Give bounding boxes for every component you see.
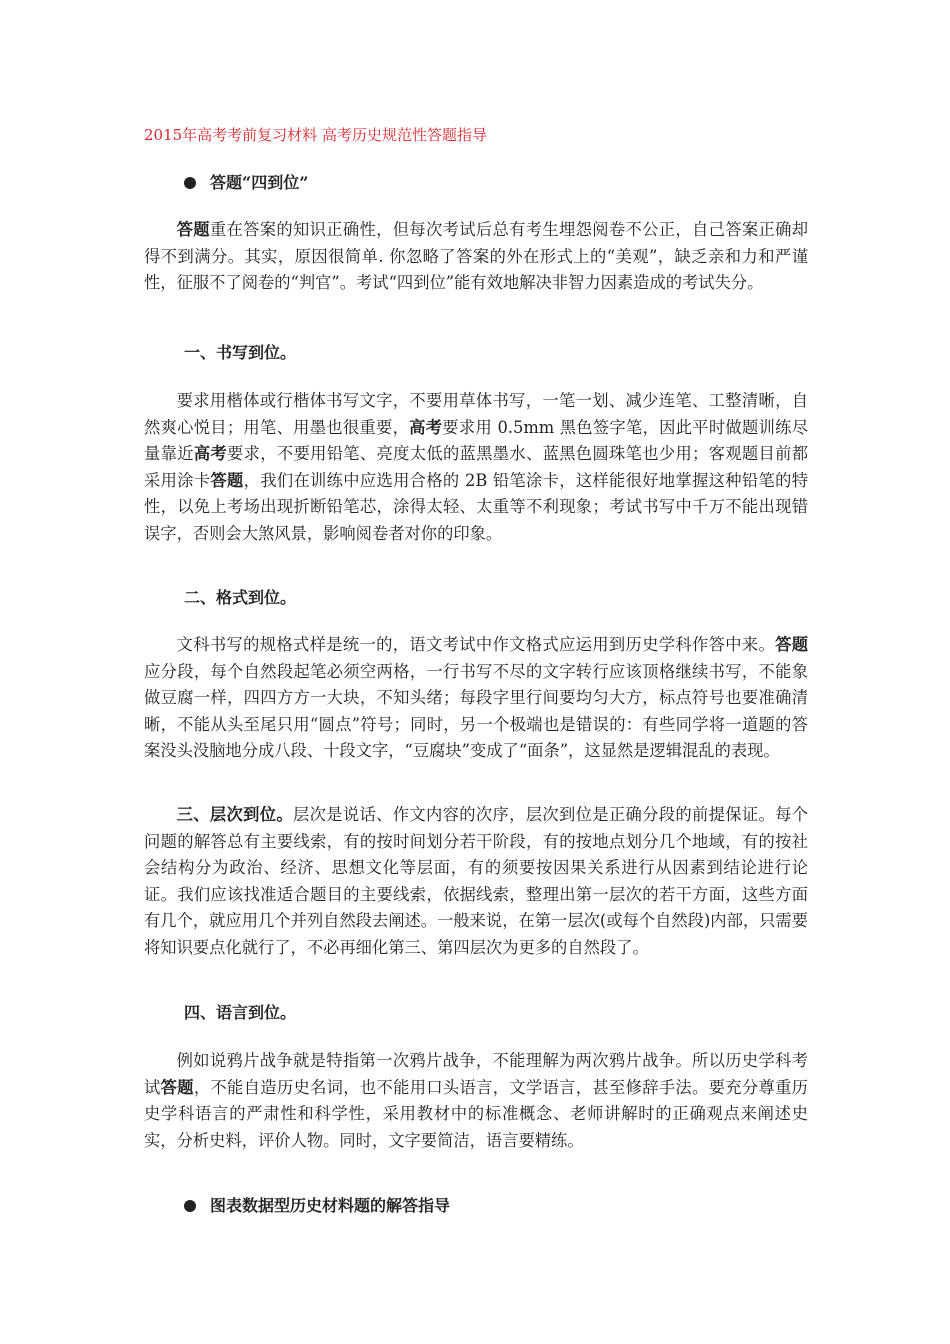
- heading-text: 答题“四到位”: [210, 173, 309, 192]
- paragraph-text: ，不能自造历史名词，也不能用口头语言，文学语言，甚至修辞手法。要充分尊重历史学科语言的严肃性和科学性，采用教材中的标准概念、老师讲解时的正确观点来阐述史实，分析史料，评价人物。同时，文字要简洁，语言要精练。: [144, 1077, 808, 1150]
- document-title: 2015年高考考前复习材料 高考历史规范性答题指导: [144, 126, 487, 144]
- bold-term: 高考: [193, 444, 228, 463]
- section-heading-format: 二、格式到位。: [184, 588, 297, 607]
- intro-paragraph: [144, 217, 808, 297]
- paragraph-text: 层次是说话、作文内容的次序，层次到位是正确分段的前提保证。每个问题的解答总有主要线索，有的按时间划分若干阶段，有的按地点划分几个地域，有的按社会结构分为政治、经济、思想文化等层面，有的须要按因果关系进行从因素到结论进行论证。我们应该找准适合题目的主要线索，依据线索，整理出第一层次的若干方面，这些方面有几个，就应用几个并列自然段去阐述。一般来说，在第一层次(或每个自然段)内部，只需要将知识要点化就行了，不必再细化第三、第四层次为更多的自然段了。: [144, 805, 808, 957]
- levels-paragraph: [144, 802, 808, 961]
- paragraph-text: 例如说鸦片战争就是特指第一次鸦片战争，不能理解为两次鸦片战争。所以历史学科考试: [144, 1051, 808, 1097]
- paragraph-text: 应分段，每个自然段起笔必须空两格，一行书写不尽的文字转行应该顶格继续书写，不能象做豆腐一样，四四方方一大块，不知头绪；每段字里行间要均匀大方，标点符号也要准确清晰，不能从头至尾只用“圆点”符号；同时，另一个极端也是错误的：有些同学将一道题的答案没头没脑地分成八段、十段文字，“豆腐块”变成了“面条”，这显然是逻辑混乱的表现。: [144, 661, 808, 760]
- bullet-icon: [184, 177, 196, 189]
- section-heading-levels: 三、层次到位。: [176, 805, 293, 824]
- paragraph-text: 要求用楷体或行楷体书写文字，不要用草体书写，一笔一划、减少连笔、工整清晰，自然爽心悦目；用笔、用墨也很重要，: [144, 391, 808, 437]
- bullet-icon: [184, 1200, 196, 1212]
- bold-term: 答题: [176, 220, 210, 239]
- heading-text: 图表数据型历史材料题的解答指导: [210, 1196, 451, 1215]
- heading-four-in-place: [184, 172, 308, 194]
- bold-term: 答题: [775, 635, 808, 654]
- format-paragraph: [144, 632, 808, 765]
- section-heading-language: 四、语言到位。: [184, 1003, 297, 1022]
- paragraph-text: 要求，不要用铅笔、亮度太低的蓝黑墨水、蓝黑色圆珠笔也少用；客观题目前都采用涂卡: [144, 444, 808, 490]
- writing-paragraph: [144, 388, 808, 547]
- paragraph-text: 要求用 0.5mm 黑色签字笔，因此平时做题训练尽量靠近: [144, 417, 808, 463]
- section-heading-writing: 一、书写到位。: [184, 343, 297, 362]
- language-paragraph: [144, 1048, 808, 1154]
- paragraph-text: 重在答案的知识正确性，但每次考试后总有考生埋怨阅卷不公正，自己答案正确却得不到满分。其实，原因很简单. 你忽略了答案的外在形式上的“美观”，缺乏亲和力和严谨性，征服不了阅卷的“判官”。考试“四到位”能有效地解决非智力因素造成的考试失分。: [144, 220, 808, 292]
- bold-term: 高考: [409, 417, 443, 437]
- heading-chart-data-guide: [184, 1195, 450, 1217]
- paragraph-text: ，我们在训练中应选用合格的 2B 铅笔涂卡，这样能很好地掌握这种铅笔的特性，以免上考场出现折断铅笔芯，涂得太轻、太重等不利现象；考试书写中千万不能出现错误字，否则会大煞风景，影响阅卷者对你的印象。: [144, 470, 808, 543]
- paragraph-text: 文科书写的规格式样是统一的，语文考试中作文格式应运用到历史学科作答中来。: [176, 635, 776, 654]
- bold-term: 答题: [160, 1077, 194, 1097]
- bold-term: 答题: [210, 470, 244, 490]
